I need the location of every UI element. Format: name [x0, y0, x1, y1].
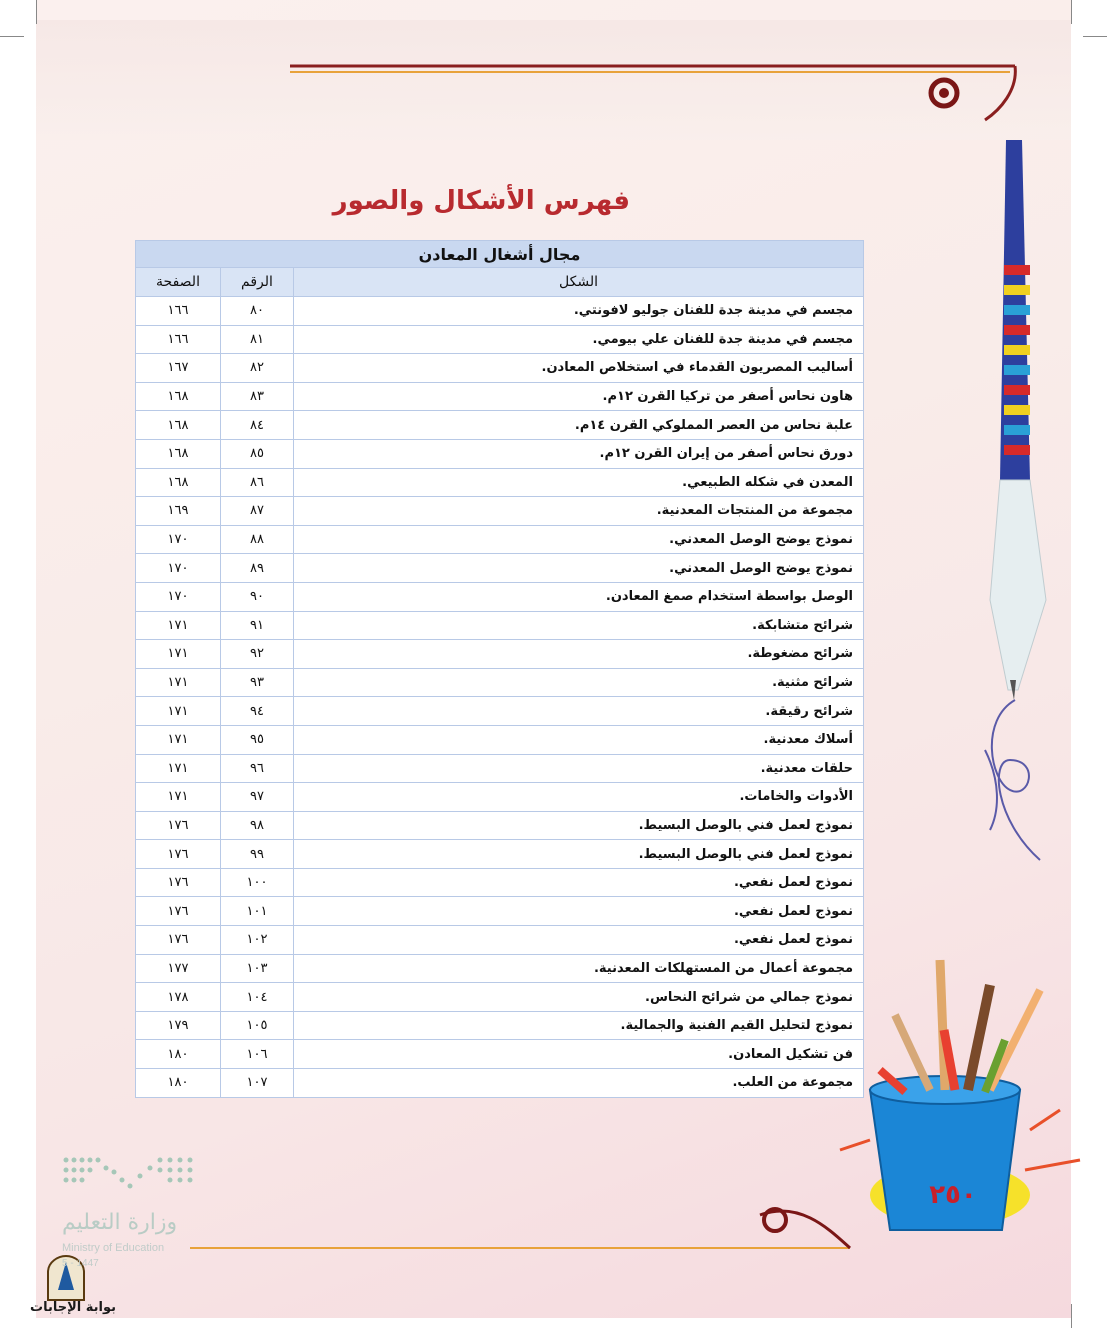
- page-cell: ١٦٨: [136, 468, 221, 497]
- table-body: [136, 297, 864, 1098]
- table-row: [136, 1011, 864, 1040]
- number-cell: ٩٢: [221, 640, 294, 669]
- table-row: [136, 897, 864, 926]
- shape-cell: المعدن في شكله الطبيعي.: [294, 468, 864, 497]
- page-cell: ١٦٧: [136, 354, 221, 383]
- page-cell: ١٧٠: [136, 582, 221, 611]
- number-cell: ١٠٥: [221, 1011, 294, 1040]
- shape-cell: نموذج لعمل فني بالوصل البسيط.: [294, 811, 864, 840]
- table-row: [136, 697, 864, 726]
- shape-cell: أساليب المصريون القدماء في استخلاص المعادن.: [294, 354, 864, 383]
- shape-cell: نموذج جمالي من شرائح النحاس.: [294, 983, 864, 1012]
- header-number: الرقم: [221, 268, 294, 297]
- page-cell: ١٧٩: [136, 1011, 221, 1040]
- ministry-logo-dots: [64, 1158, 193, 1189]
- number-cell: ٨٩: [221, 554, 294, 583]
- figures-index-table: [135, 240, 864, 1098]
- table-row: [136, 611, 864, 640]
- number-cell: ٨٧: [221, 497, 294, 526]
- ministry-logo-english: Ministry of Education: [62, 1242, 165, 1254]
- page-cell: ١٨٠: [136, 1040, 221, 1069]
- shape-cell: دورق نحاس أصفر من إيران القرن ١٢م.: [294, 439, 864, 468]
- shape-cell: أسلاك معدنية.: [294, 725, 864, 754]
- number-cell: ٩٨: [221, 811, 294, 840]
- table-row: [136, 668, 864, 697]
- shape-cell: مجسم في مدينة جدة للفنان علي بيومي.: [294, 325, 864, 354]
- table-row: [136, 497, 864, 526]
- field-title: مجال أشغال المعادن: [136, 241, 864, 268]
- page-cell: ١٧١: [136, 754, 221, 783]
- shape-cell: شرائح مضغوطة.: [294, 640, 864, 669]
- table-row: [136, 754, 864, 783]
- table-row: [136, 926, 864, 955]
- shape-cell: شرائح مثنية.: [294, 668, 864, 697]
- number-cell: ٨٥: [221, 439, 294, 468]
- page-cell: ١٦٨: [136, 411, 221, 440]
- number-cell: ٩٤: [221, 697, 294, 726]
- table-row: [136, 983, 864, 1012]
- page-cell: ١٧١: [136, 783, 221, 812]
- pen-illustration: [985, 140, 1046, 860]
- table-row: [136, 382, 864, 411]
- page-cell: ١٧٦: [136, 897, 221, 926]
- table-row: [136, 811, 864, 840]
- shape-cell: نموذج يوضح الوصل المعدني.: [294, 525, 864, 554]
- shape-cell: نموذج لعمل نفعي.: [294, 868, 864, 897]
- page-cell: ١٧٨: [136, 983, 221, 1012]
- table-row: [136, 297, 864, 326]
- number-cell: ٩٧: [221, 783, 294, 812]
- page-cell: ١٦٩: [136, 497, 221, 526]
- number-cell: ٨٤: [221, 411, 294, 440]
- page-cell: ١٧٠: [136, 525, 221, 554]
- page-cell: ١٧٦: [136, 926, 221, 955]
- page-cell: ١٦٨: [136, 382, 221, 411]
- shape-cell: فن تشكيل المعادن.: [294, 1040, 864, 1069]
- page-cell: ١٧١: [136, 640, 221, 669]
- number-cell: ٨٢: [221, 354, 294, 383]
- table-row: [136, 725, 864, 754]
- table-row: [136, 439, 864, 468]
- number-cell: ١٠١: [221, 897, 294, 926]
- page-cell: ١٧١: [136, 697, 221, 726]
- shape-cell: الوصل بواسطة استخدام صمغ المعادن.: [294, 582, 864, 611]
- number-cell: ١٠٧: [221, 1069, 294, 1098]
- page-cell: ١٧٦: [136, 868, 221, 897]
- table-row: [136, 1040, 864, 1069]
- number-cell: ٩٦: [221, 754, 294, 783]
- table-row: [136, 783, 864, 812]
- page-cell: ١٦٦: [136, 297, 221, 326]
- page-cell: ١٧١: [136, 611, 221, 640]
- shape-cell: نموذج لعمل فني بالوصل البسيط.: [294, 840, 864, 869]
- number-cell: ٨٨: [221, 525, 294, 554]
- number-cell: ٩٣: [221, 668, 294, 697]
- page-cell: ١٧٧: [136, 954, 221, 983]
- page-cell: ١٧٠: [136, 554, 221, 583]
- number-cell: ١٠٦: [221, 1040, 294, 1069]
- shape-cell: نموذج يوضح الوصل المعدني.: [294, 554, 864, 583]
- number-cell: ٩٩: [221, 840, 294, 869]
- number-cell: ٩١: [221, 611, 294, 640]
- number-cell: ٨١: [221, 325, 294, 354]
- table-row: [136, 840, 864, 869]
- number-cell: ٨٣: [221, 382, 294, 411]
- shape-cell: نموذج لعمل نفعي.: [294, 926, 864, 955]
- shape-cell: مجسم في مدينة جدة للفنان جوليو لافونتي.: [294, 297, 864, 326]
- number-cell: ١٠٤: [221, 983, 294, 1012]
- page-cell: ١٦٦: [136, 325, 221, 354]
- shape-cell: شرائح متشابكة.: [294, 611, 864, 640]
- number-cell: ١٠٢: [221, 926, 294, 955]
- number-cell: ٨٦: [221, 468, 294, 497]
- header-page: الصفحة: [136, 268, 221, 297]
- page-cell: ١٧٦: [136, 840, 221, 869]
- table-row: [136, 582, 864, 611]
- ministry-logo-year: 5 - 1447: [62, 1258, 99, 1269]
- shape-cell: الأدوات والخامات.: [294, 783, 864, 812]
- shape-cell: نموذج لعمل نفعي.: [294, 897, 864, 926]
- table-row: [136, 525, 864, 554]
- header-shape: الشكل: [294, 268, 864, 297]
- page-title: فهرس الأشكال والصور: [332, 186, 630, 216]
- table-row: [136, 411, 864, 440]
- number-cell: ٩٠: [221, 582, 294, 611]
- shape-cell: علبة نحاس من العصر المملوكي القرن ١٤م.: [294, 411, 864, 440]
- shape-cell: مجموعة من المنتجات المعدنية.: [294, 497, 864, 526]
- page-cell: ١٦٨: [136, 439, 221, 468]
- page-cell: ١٨٠: [136, 1069, 221, 1098]
- shape-cell: مجموعة من العلب.: [294, 1069, 864, 1098]
- page-cell: ١٧١: [136, 725, 221, 754]
- shape-cell: حلقات معدنية.: [294, 754, 864, 783]
- shape-cell: هاون نحاس أصفر من تركيا القرن ١٢م.: [294, 382, 864, 411]
- table-row: [136, 640, 864, 669]
- page-number: ٢٥٠: [929, 1180, 977, 1210]
- shape-cell: شرائح رقيقة.: [294, 697, 864, 726]
- table-row: [136, 554, 864, 583]
- table-row: [136, 468, 864, 497]
- ministry-logo-arabic: وزارة التعليم: [62, 1210, 178, 1235]
- table-row: [136, 954, 864, 983]
- table-row: [136, 354, 864, 383]
- number-cell: ٩٥: [221, 725, 294, 754]
- table-row: [136, 1069, 864, 1098]
- table-row: [136, 868, 864, 897]
- watermark-text: بوابة الإجابات: [30, 1300, 116, 1315]
- page-cell: ١٧٦: [136, 811, 221, 840]
- number-cell: ١٠٣: [221, 954, 294, 983]
- table-row: [136, 325, 864, 354]
- page-cell: ١٧١: [136, 668, 221, 697]
- shape-cell: نموذج لتحليل القيم الفنية والجمالية.: [294, 1011, 864, 1040]
- shape-cell: مجموعة أعمال من المستهلكات المعدنية.: [294, 954, 864, 983]
- number-cell: ٨٠: [221, 297, 294, 326]
- number-cell: ١٠٠: [221, 868, 294, 897]
